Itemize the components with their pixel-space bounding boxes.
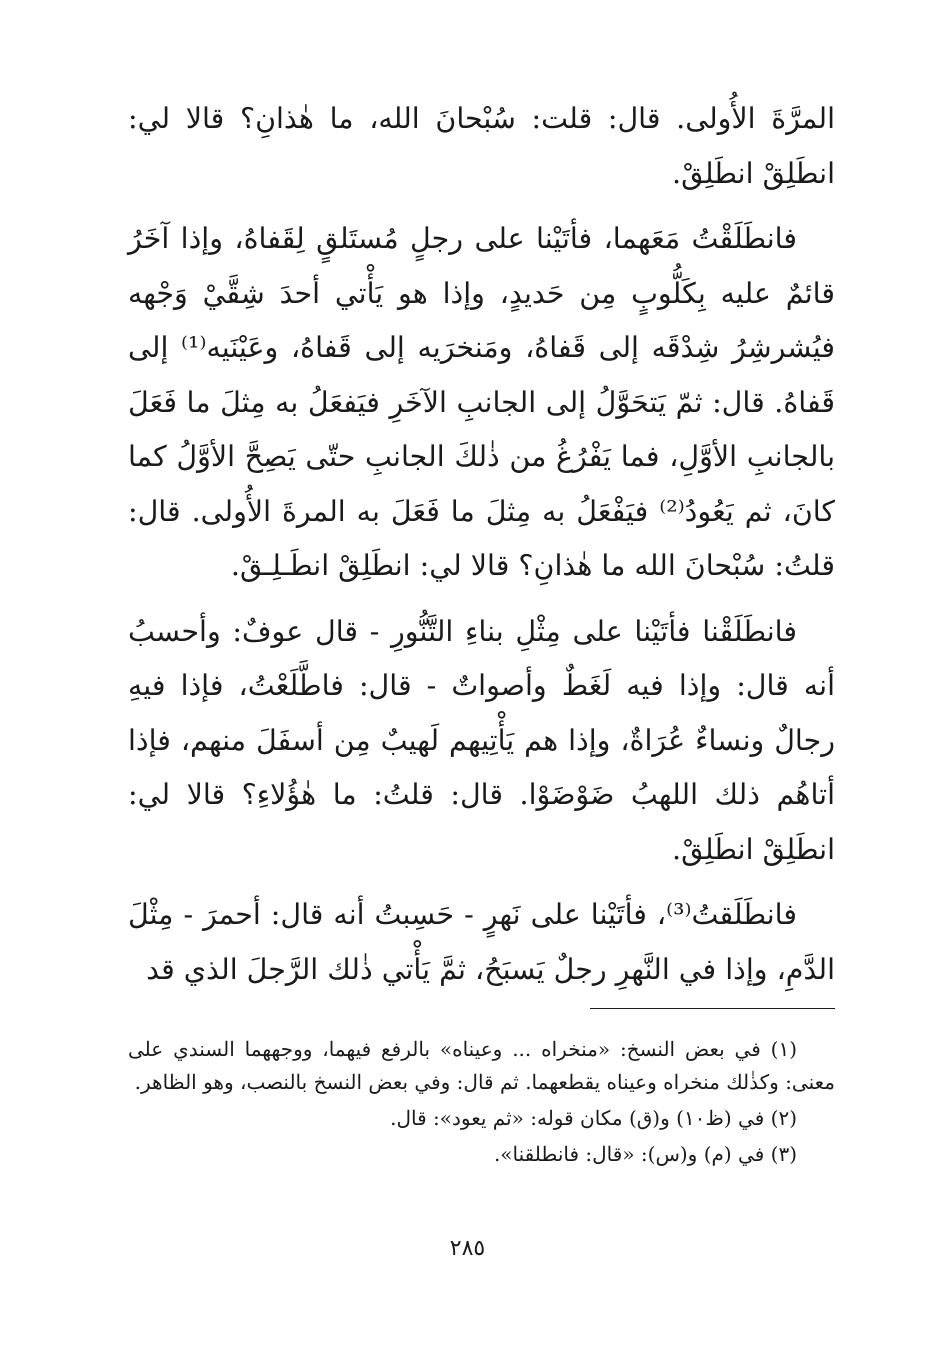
- paragraph-2: فانطَلَقْتُ مَعَهما، فأتَيْنا على رجلٍ مُستَلقٍ لِقَفاهُ، وإذا آخَرُ قائمٌ عليه بِكَلُّوبٍ مِن حَديدٍ، وإذا هو يَأْتي أحدَ شِقَّيْ وَجْهه فيُشرشِرُ شِدْقَه إلى قَفاهُ، ومَنخرَيه إلى قَفاهُ، وعَيْنَيه⁽¹⁾ إلى قَفاهُ. قال: ثمّ يَتحَوَّلُ إلى الجانبِ الآخَرِ فيَفعَلُ به مِثلَ ما فَعَلَ بالجانبِ الأوَّلِ، فما يَفْرُغُ من ذٰلكَ الجانبِ حتّى يَصِحَّ الأوَّلُ كما كانَ، ثم يَعُودُ⁽²⁾ فيَفْعَلُ به مِثلَ ما فَعَلَ به المرةَ الأُولى. قال: قلتُ: سُبْحانَ الله ما هٰذانِ؟ قالا لي: انطَلِقْ انطَـلِـقْ.: [128, 222, 835, 582]
- paragraph-4: فانطَلَقتُ⁽³⁾، فأتَيْنا على نَهرٍ - حَسِبتُ أنه قال: أحمرَ - مِثْلَ الدَّمِ، وإذا في النَّهرِ رجلٌ يَسبَحُ، ثمَّ يَأْتي ذٰلك الرَّجلَ الذي قد: [128, 898, 835, 986]
- paragraph-3: فانطَلَقْنا فأتَيْنا على مِثْلِ بناءِ التَّنُّورِ - قال عوفٌ: وأحسبُ أنه قال: وإذا فيه لَغَطٌ وأصواتٌ - قال: فاطَّلَعْتُ، فإذا فيهِ رجالٌ ونساءٌ عُرَاةٌ، وإذا هم يَأْتِيهم لَهيبٌ مِن أسفَلَ منهم، فإذا أتاهُم ذلك اللهبُ ضَوْضَوْا. قال: قلتُ: ما هٰؤُلاءِ؟ قالا لي: انطَلِقْ انطَلِقْ.: [128, 614, 835, 866]
- page-number: ٢٨٥: [449, 1236, 486, 1261]
- footnote-2: (٢) في (ظ١٠) و(ق) مكان قوله: «ثم يعود»: قال.: [390, 1106, 797, 1130]
- footnotes: [128, 1033, 835, 1171]
- footnote-3: (٣) في (م) و(س): «قال: فانطلقنا».: [493, 1142, 797, 1166]
- footnote-1: (١) في بعض النسخ: «منخراه ... وعيناه» بالرفع فيهما، ووجههما السندي على معنى: وكذٰلك منخراه وعيناه يقطعهما. ثم قال: وفي بعض النسخ بالنصب، وهو الظاهر.: [128, 1037, 835, 1094]
- page-content: [128, 92, 835, 1174]
- paragraph-1: المرَّةَ الأُولى. قال: قلت: سُبْحانَ الله، ما هٰذانِ؟ قالا لي: انطَلِقْ انطَلِقْ.: [128, 102, 836, 190]
- footnote-separator: [590, 1008, 835, 1009]
- main-text: [128, 92, 835, 997]
